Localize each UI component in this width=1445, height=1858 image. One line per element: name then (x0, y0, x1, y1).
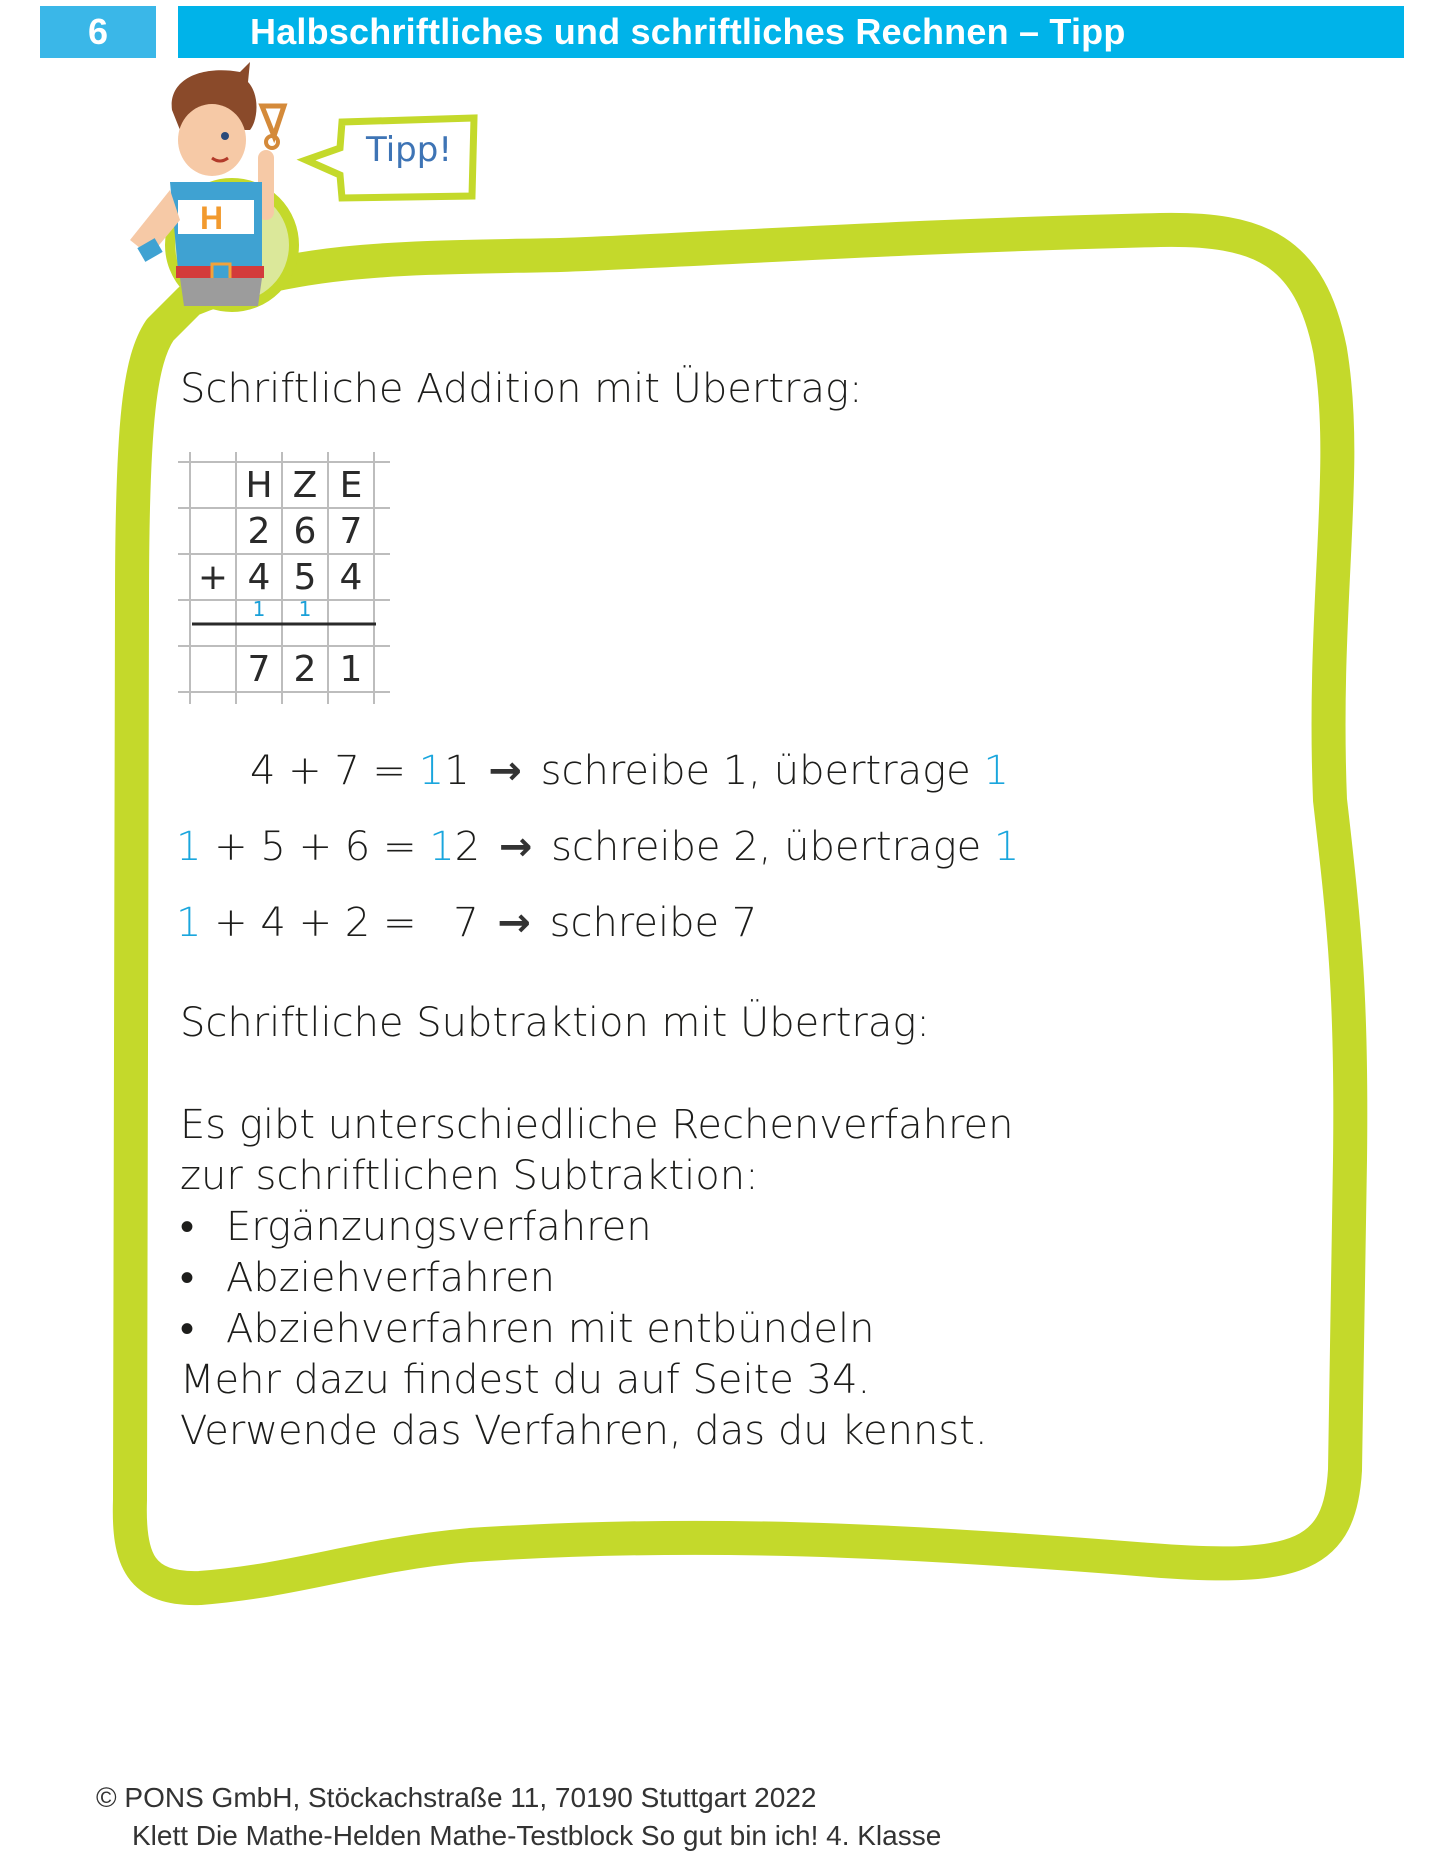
step-carry-out: 1 (993, 824, 1020, 870)
bullet-icon: • (180, 1306, 195, 1352)
step-2 (176, 824, 1019, 870)
bullet-label: Ergänzungsverfahren (226, 1204, 652, 1250)
intro-line-2: zur schriftlichen Subtraktion: (180, 1153, 759, 1199)
tipp-label: Tipp! (366, 130, 452, 170)
row1-e: 7 (339, 510, 363, 552)
row1-z: 6 (293, 510, 317, 552)
arrow-right-icon: → (497, 900, 531, 946)
subtraction-heading: Schriftliche Subtraktion mit Übertrag: (180, 1000, 930, 1046)
arrow-right-icon: → (498, 824, 533, 870)
outro-line-1: Mehr dazu findest du auf Seite 34. (180, 1357, 871, 1403)
row1-h: 2 (247, 510, 271, 552)
row2-z: 5 (293, 556, 317, 598)
bullet-icon: • (180, 1255, 195, 1301)
step-1 (250, 748, 1009, 794)
step-sum-rest: 2 (454, 824, 481, 870)
step-3 (176, 900, 757, 946)
col-header-e: E (339, 464, 363, 506)
step-sum-rest: 7 (453, 900, 479, 946)
step-expr: 4 + 7 = (250, 748, 407, 794)
arrow-right-icon: → (488, 748, 522, 794)
step-text: schreibe 2, übertrage (551, 824, 982, 870)
row2-e: 4 (339, 556, 363, 598)
intro-line-1: Es gibt unterschiedliche Rechenverfahren (180, 1102, 1014, 1148)
result-e: 1 (339, 648, 363, 690)
addition-heading: Schriftliche Addition mit Übertrag: (180, 366, 863, 412)
bullet-label: Abziehverfahren (226, 1255, 556, 1301)
step-carry-in: 1 (176, 824, 202, 870)
copyright-line: © PONS GmbH, Stöckachstraße 11, 70190 Stuttgart 2022 (96, 1782, 817, 1813)
step-carry-in: 1 (176, 900, 202, 946)
step-text: schreibe 7 (549, 900, 758, 946)
carry-h: 1 (252, 597, 266, 621)
step-text: schreibe 1, übertrage (540, 748, 971, 794)
bullet-item (180, 1306, 874, 1352)
page-title: Halbschriftliches und schriftliches Rechnen – Tipp (178, 6, 1404, 58)
carry-z: 1 (298, 597, 312, 621)
row2-h: 4 (247, 556, 271, 598)
result-z: 2 (293, 648, 317, 690)
step-expr: + 5 + 6 = (214, 824, 417, 870)
book-title-line: Klett Die Mathe-Helden Mathe-Testblock So gut bin ich! 4. Klasse (132, 1820, 942, 1851)
bullet-item (180, 1204, 652, 1250)
bullet-label: Abziehverfahren mit entbündeln (226, 1306, 875, 1352)
svg-text:H: H (200, 200, 224, 236)
step-expr: + 4 + 2 = (214, 900, 417, 946)
step-sum-carry: 1 (418, 748, 445, 794)
hero-character-icon (130, 62, 284, 306)
col-header-h: H (245, 464, 273, 506)
step-sum-rest: 1 (444, 748, 470, 794)
result-h: 7 (247, 648, 271, 690)
bullet-icon: • (180, 1204, 195, 1250)
step-sum-carry: 1 (429, 824, 455, 870)
step-carry-out: 1 (983, 748, 1009, 794)
page-number-badge: 6 (40, 6, 156, 58)
plus-operator: + (197, 556, 229, 598)
bullet-item (180, 1255, 555, 1301)
col-header-z: Z (292, 464, 318, 506)
outro-line-2: Verwende das Verfahren, das du kennst. (180, 1408, 988, 1454)
